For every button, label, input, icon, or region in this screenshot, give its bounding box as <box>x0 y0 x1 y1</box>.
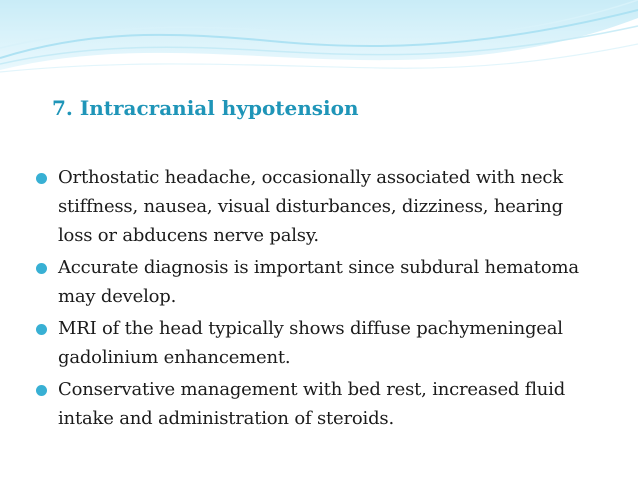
bullet-dot-icon <box>36 324 47 335</box>
bullet-item <box>36 375 596 433</box>
bullet-item <box>36 163 596 250</box>
bullet-list <box>36 163 596 436</box>
bullet-text: Orthostatic headache, occasionally associated with neck stiffness, nausea, visual disturbances, dizziness, hearing loss or abducens nerve palsy. <box>58 167 563 246</box>
bullet-text: MRI of the head typically shows diffuse pachymeningeal gadolinium enhancement. <box>58 318 563 368</box>
bullet-text: Conservative management with bed rest, increased fluid intake and administration of steroids. <box>58 379 566 429</box>
bullet-item <box>36 253 596 311</box>
slide-title: 7. Intracranial hypotension <box>52 96 359 120</box>
bullet-dot-icon <box>36 263 47 274</box>
bullet-dot-icon <box>36 173 47 184</box>
decorative-wave-header <box>0 0 638 92</box>
bullet-item <box>36 314 596 372</box>
bullet-text: Accurate diagnosis is important since subdural hematoma may develop. <box>58 257 579 307</box>
bullet-dot-icon <box>36 385 47 396</box>
